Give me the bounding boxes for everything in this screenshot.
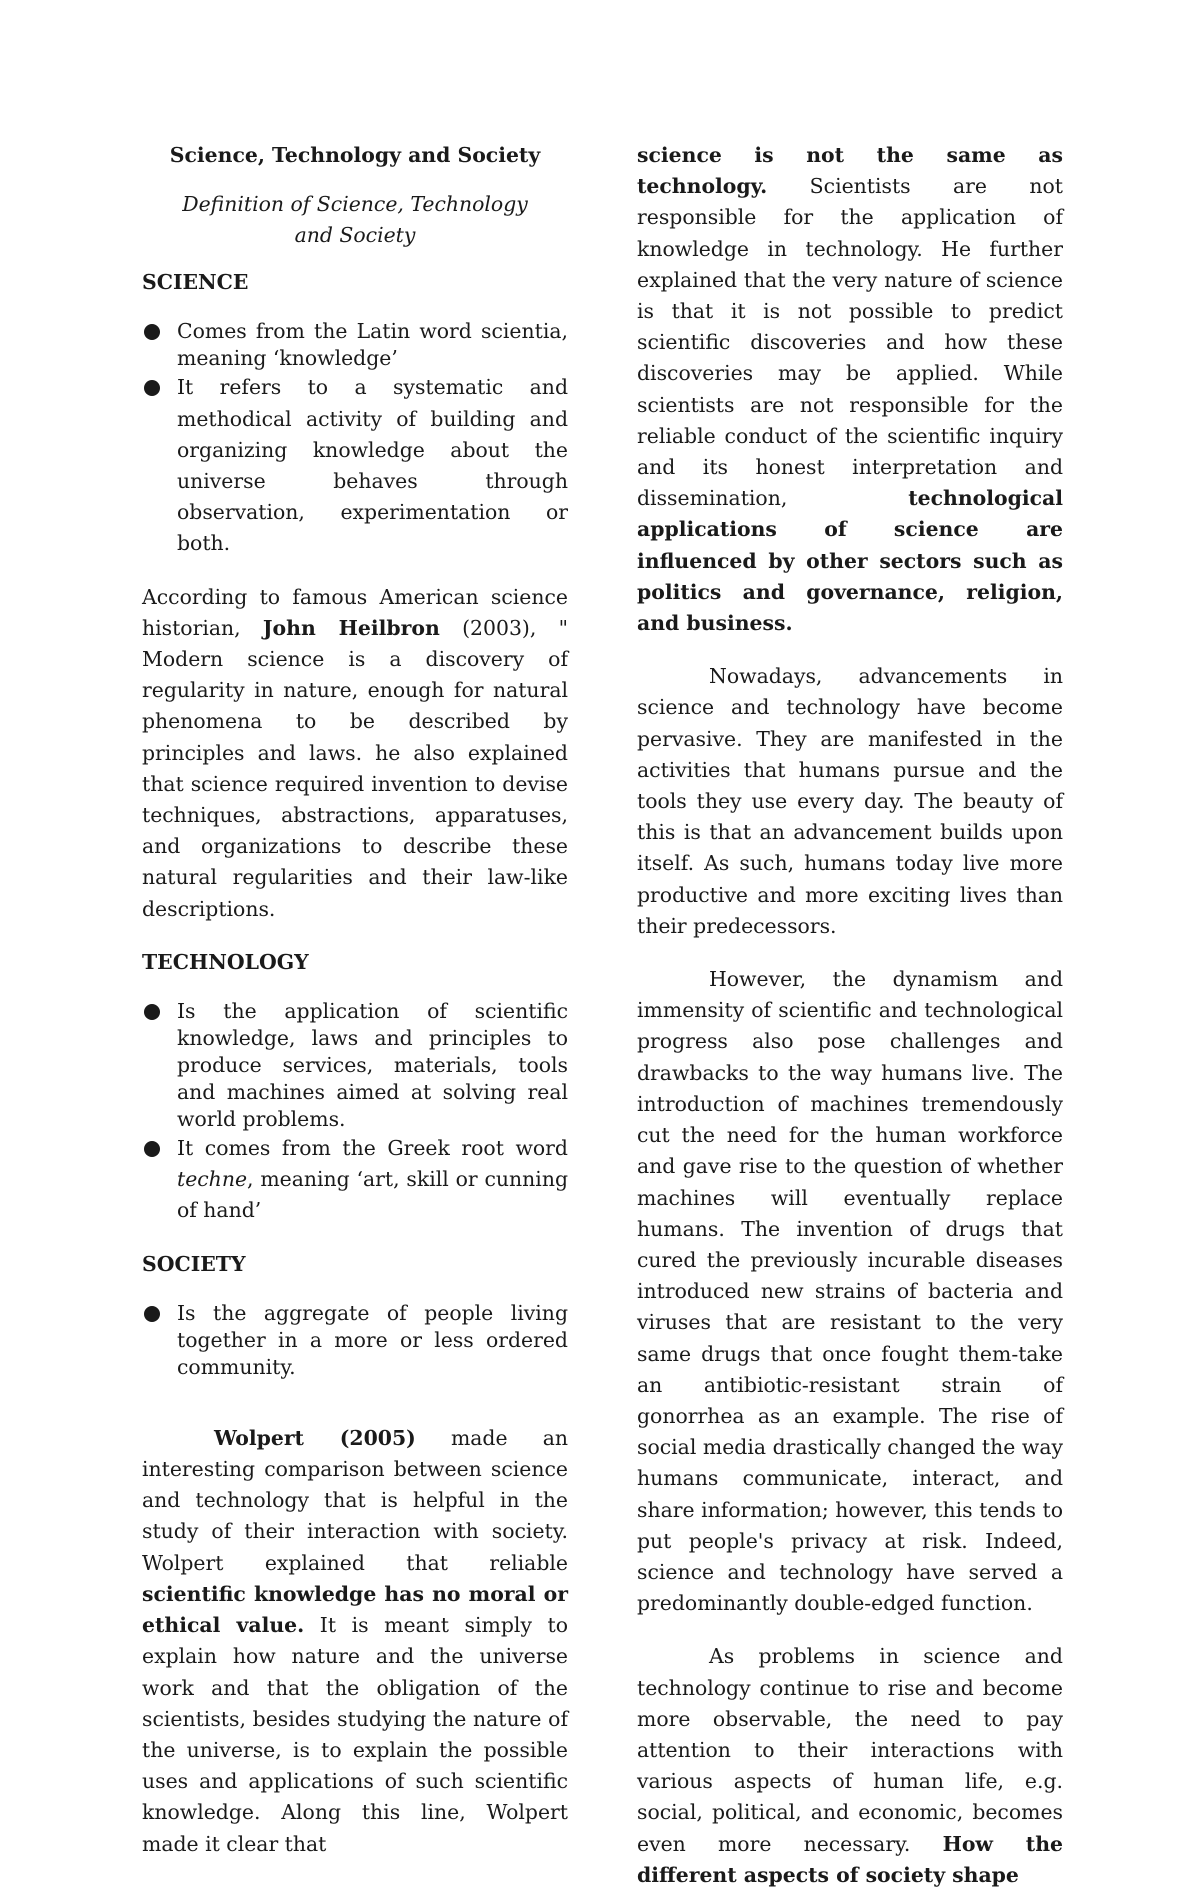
society-heading: SOCIETY xyxy=(142,1251,246,1276)
science-heading: SCIENCE xyxy=(142,270,249,295)
heilbron-name: John Heilbron xyxy=(262,615,440,640)
science-bullet-list xyxy=(142,318,568,559)
document-subtitle: Definition of Science, Technology and Society xyxy=(182,192,528,248)
left-column xyxy=(142,140,568,1860)
however-paragraph: However, the dynamism and immensity of scientific and technological progress also pose challenges and drawbacks to the way humans live. The introduction of machines tremendously cut the need for the human workforce and gave rise to the question of whether machines will eventually replace humans. The invention of drugs that cured the previously incurable diseases introduced new strains of bacteria and viruses that are resistant to the very same drugs that once fought them-take an antibiotic-resistant strain of gonorrhea as an example. The rise of social media drastically changed the way humans communicate, interact, and share information; however, this tends to put people's privacy at risk. Indeed, science and technology have served a predominantly double-edged function. xyxy=(637,967,1063,1616)
bullet-text: It refers to a systematic and methodical activity of building and organizing knowledge about the universe behaves through observation, experimentation or both. xyxy=(177,375,568,556)
bullet-icon xyxy=(144,380,160,396)
society-bullet-list xyxy=(142,1300,568,1381)
society-bullet-1 xyxy=(142,1300,568,1381)
technology-bullet-1 xyxy=(142,998,568,1133)
technology-heading: TECHNOLOGY xyxy=(142,949,309,974)
heilbron-paragraph: According to famous American science historian, John Heilbron (2003), " Modern science is a discovery of regularity in nature, enough for natural phenomena to be described by principles and laws. he also explained that science required invention to devise techniques, abstractions, apparatuses, and organizations to describe these natural regularities and their law-like descriptions. xyxy=(142,584,569,921)
bullet-text: Comes from the Latin word scientia, meaning ‘knowledge’ xyxy=(177,319,568,371)
bullet-icon xyxy=(144,1306,160,1322)
bullet-text: Is the aggregate of people living together in a more or less ordered community. xyxy=(177,1300,568,1379)
nowadays-paragraph: Nowadays, advancements in science and technology have become pervasive. They are manifested in the activities that humans pursue and the tools they use every day. The beauty of this is that an advancement builds upon itself. As such, humans today live more productive and more exciting lives than their predecessors. xyxy=(637,664,1063,938)
bullet-text: Is the application of scientific knowledge, laws and principles to produce services, materials, tools and machines aimed at solving real world problems. xyxy=(177,999,568,1132)
science-bullet-2 xyxy=(142,372,568,559)
techne-term: techne xyxy=(177,1167,248,1192)
document-title: Science, Technology and Society xyxy=(169,143,541,167)
technology-bullet-list xyxy=(142,998,568,1227)
technology-bullet-2: It comes from the Greek root word techne, meaning ‘art, skill or cunning of hand’ xyxy=(142,1133,568,1227)
bullet-icon xyxy=(144,1004,160,1020)
wolpert-paragraph-continued: science is not the same as technology. Scientists are not responsible for the application of knowledge in technology. He further explained that the very nature of science is that it is not possible to predict scientific discoveries and how these discoveries may be applied. While scientists are not responsible for the reliable conduct of the scientific inquiry and its honest interpretation and dissemination, technological applications of science are influenced by other sectors such as politics and governance, religion, and business. xyxy=(637,143,1063,636)
bullet-icon xyxy=(144,324,160,340)
problems-paragraph: As problems in science and technology continue to rise and become more observable, the need to pay attention to their interactions with various aspects of human life, e.g. social, political, and economic, becomes even more necessary. How the different aspects of society shape xyxy=(637,1644,1063,1887)
science-bullet-1 xyxy=(142,318,568,372)
wolpert-paragraph: Wolpert (2005) made an interesting comparison between science and technology that is helpful in the study of their interaction with society. Wolpert explained that reliable scientific knowledge has no moral or ethical value. It is meant simply to explain how nature and the universe work and that the obligation of the scientists, besides studying the nature of the universe, is to explain the possible uses and applications of such scientific knowledge. Along this line, Wolpert made it clear that xyxy=(142,1425,568,1856)
right-column xyxy=(637,140,1063,1891)
bullet-icon xyxy=(144,1141,160,1157)
